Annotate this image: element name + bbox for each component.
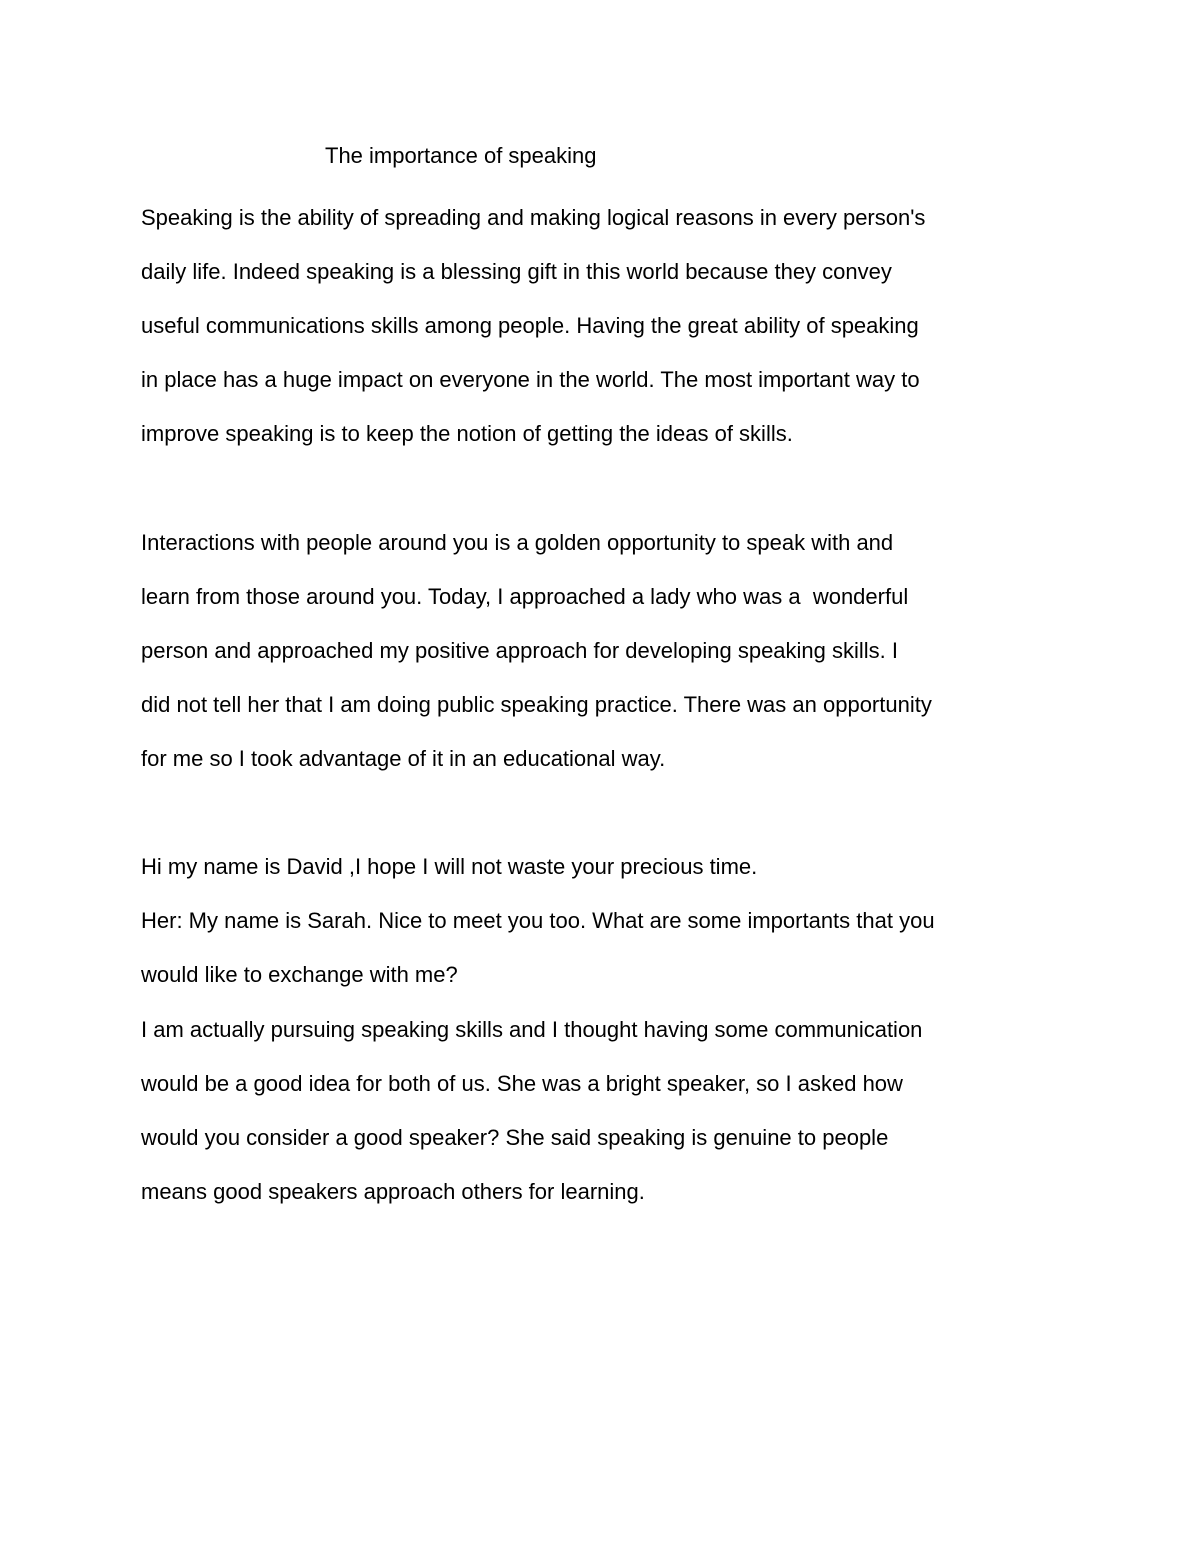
text-line: person and approached my positive approach for developing speaking skills. I (141, 638, 899, 663)
text-line: would be a good idea for both of us. She was a bright speaker, so I asked how (141, 1071, 903, 1096)
text-line: Her: My name is Sarah. Nice to meet you too. What are some importants that you (141, 908, 935, 933)
text-line: I am actually pursuing speaking skills and I thought having some communication (141, 1017, 923, 1042)
text-line: daily life. Indeed speaking is a blessing gift in this world because they convey (141, 259, 892, 284)
text-line: improve speaking is to keep the notion of getting the ideas of skills. (141, 421, 793, 446)
text-line: in place has a huge impact on everyone in the world. The most important way to (141, 367, 920, 392)
text-line: would like to exchange with me? (141, 962, 458, 987)
document-title: The importance of speaking (325, 143, 597, 168)
text-line: did not tell her that I am doing public speaking practice. There was an opportunity (141, 692, 932, 717)
text-line: for me so I took advantage of it in an educational way. (141, 746, 666, 771)
text-line: learn from those around you. Today, I approached a lady who was a wonderful (141, 584, 909, 609)
text-line: would you consider a good speaker? She said speaking is genuine to people (141, 1125, 889, 1150)
text-line: Interactions with people around you is a golden opportunity to speak with and (141, 530, 894, 555)
text-line: Hi my name is David ,I hope I will not waste your precious time. (141, 854, 758, 879)
text-line: useful communications skills among people. Having the great ability of speaking (141, 313, 919, 338)
text-line: Speaking is the ability of spreading and making logical reasons in every person's (141, 205, 926, 230)
text-line: means good speakers approach others for learning. (141, 1179, 645, 1204)
